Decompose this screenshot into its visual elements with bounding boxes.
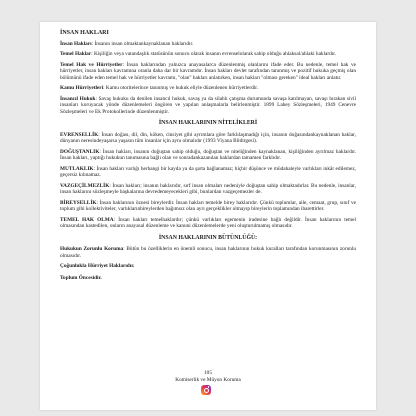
- paragraph-temel-hak-ve-hurriyetler: [60, 62, 356, 82]
- definition-hukukun-zorunlu-koruma: : Bütün bu özelliklerin en önemli sonucu, insan haklarının hukuk kuralları tarafından korunmasının zorunlu olmasıdır.: [60, 246, 356, 259]
- quality-text: : İnsan hakları temelhaklardır; çünkü varlıkları egemenin iradesine bağlı değildir. İnsan haklarının temel olmasından kastedilen, onların anayasal düzenleme ve kanuni düzenlemelerde yeni oluşturulmamış olmasıdır.: [60, 216, 357, 229]
- quality-text: : İnsan doğası, dil, din, köken, cinsiyet gibi ayrımlara göre farklılaşmadığı için, insanın doğasındankaynaklanan haklar, dünyanın neresindeyaşarsa yaşasın tüm insanlar için aynı olmalıdır (1993 Viyana Bildirgesi).: [60, 131, 356, 144]
- quality-text: : İnsan haklarının öznesi bireylerdir. İnsan hakları temelde birey haklarıdır. Çünkü toplumlar, aile, cemaat, grup, sınıf ve toplum gibi kollektiviteler, varlıklarınbireylerden bağımsız olan ayrı gerçeklikler olmayıp bireylerin toplamından ibarettirler.: [60, 199, 356, 212]
- bold-statement-hurriyet: Çoğunlukla Hürriyet Haklarıdır.: [60, 263, 135, 269]
- document-page: [40, 22, 376, 410]
- quality-text: : İnsan hakları, insanın doğuştan sahip olduğu, doğuştan ve niteliğinden kaynaklanan, kişiliğinden ayrılmaz haklardır. İnsan hakları, yaptığı hukukun tanımasına bağlı olan ve sonradankazanılan haklardan tamamen farklıdır.: [60, 148, 356, 161]
- paragraph-insancil-hukuk: [60, 96, 356, 116]
- definition-insan-haklari: : İnsanın insan olmaktankaynaklanan haklarıdır.: [91, 40, 194, 47]
- quality-term: BİREYSELLİK: [60, 199, 97, 206]
- quality-term: MUTLAKLIK: [60, 165, 94, 172]
- term-insan-haklari: İnsan Hakları: [60, 40, 92, 47]
- definition-kamu-hurriyetleri: : Kamu otoritelerince tanınmış ve hukuk eliyle düzenlenen hürriyetlerdir.: [103, 85, 258, 91]
- term-insancil-hukuk: İnsancıl Hukuk: [60, 95, 96, 102]
- quality-item: [60, 149, 356, 162]
- paragraph-insan-haklari: [60, 41, 356, 48]
- definition-insancil-hukuk: : Savaş hukuku da denilen insancıl hukuk, savaş ya da silahlı çatışma durumunda savaşa katılmayan, savaşı bırakan sivil insanları koruyacak yönde düzenlemeleri öngören ve yapılan anlaşmalarla belirlenmiştir. 1899 Lahey Sözleşmeleri, 1949 Cenevre Sözleşmeleri ve Ek Protokollerinde düzenlenmiştir.: [60, 95, 356, 115]
- definition-temel-haklar: : Kişiliğin veya vatandaşlık statüsünün sonucu olarak insanın evrenselolarak sahip olduğu ahlaksal/ahlaki haklardır.: [91, 51, 337, 57]
- section-heading-nitelikler: İNSAN HAKLARININ NİTELİKLERİ: [158, 120, 258, 126]
- paragraph-temel-haklar: [60, 51, 356, 58]
- page-footer: [40, 370, 376, 383]
- paragraph-hukukun-zorunlu-koruma: [60, 246, 356, 259]
- page-title: İNSAN HAKLARI: [60, 30, 109, 36]
- quality-text: : İnsan hakları; insanın haklarıdır, sırf insan olmaları nedeniyle doğuştan sahip olmaktadırlar. Bu nedenle, insanlar, insan haklarını sözleşmeyle başkalarına devredemeyecekleri gibi, bunlardan vazgeçemezler de.: [60, 182, 356, 195]
- quality-term: DOĞUŞTANLIK: [60, 148, 100, 155]
- page-number: 105: [204, 370, 212, 376]
- quality-text: : İnsan hakları varlığı herhangi bir kayda ya da şarta bağlanamaz; hiçbir düşünce ve müdahaleyle varlıkları inkâr edilemez, geçersiz kılınamaz.: [60, 165, 356, 178]
- term-temel-hak-ve-hurriyetler: Temel Hak ve Hürriyetler: [60, 61, 123, 68]
- quality-item: [60, 183, 356, 196]
- quality-item: [60, 200, 356, 213]
- quality-item: [60, 132, 356, 145]
- quality-item: [60, 217, 356, 230]
- footer-org-name: Komiserlik ve Müyon Koruma: [175, 376, 241, 383]
- bold-statement-toplum: Toplum Öncesidir.: [60, 274, 102, 281]
- paragraph-kamu-hurriyetleri: [60, 85, 356, 92]
- instagram-icon: [201, 385, 211, 395]
- quality-term: VAZGEÇİLMEZLİK: [60, 182, 110, 189]
- quality-term: EVRENSELLİK: [60, 131, 99, 138]
- term-kamu-hurriyetleri: Kamu Hürriyetleri: [60, 85, 104, 91]
- section-heading-butunluk: İNSAN HAKLARININ BÜTÜNLÜĞÜ:: [158, 234, 258, 241]
- quality-item: [60, 166, 356, 179]
- definition-temel-hak-ve-hurriyetler: : İnsan haklarından yalnızca anayasalarca düzenlenmiş olanlarını ifade eder. Bu nedenle, temel hak ve hürriyetler, insan hakları kavramına oranla daha dar bir kavramdır. İnsan hakları devlet tarafından tanınmış ve pozitif hukuka geçmiş olan bölümünü ifade eden temel hak ve hürriyetler kavramı, "olan" hakları anlatırken, insan hakları "olması gereken" ideal hakları anlatır.: [60, 61, 356, 81]
- term-hukukun-zorunlu-koruma: Hukukun Zorunlu Koruma: [60, 246, 124, 252]
- page-content: [60, 30, 356, 286]
- term-temel-haklar: Temel Haklar: [60, 51, 92, 57]
- quality-term: TEMEL HAK OLMA: [60, 216, 114, 223]
